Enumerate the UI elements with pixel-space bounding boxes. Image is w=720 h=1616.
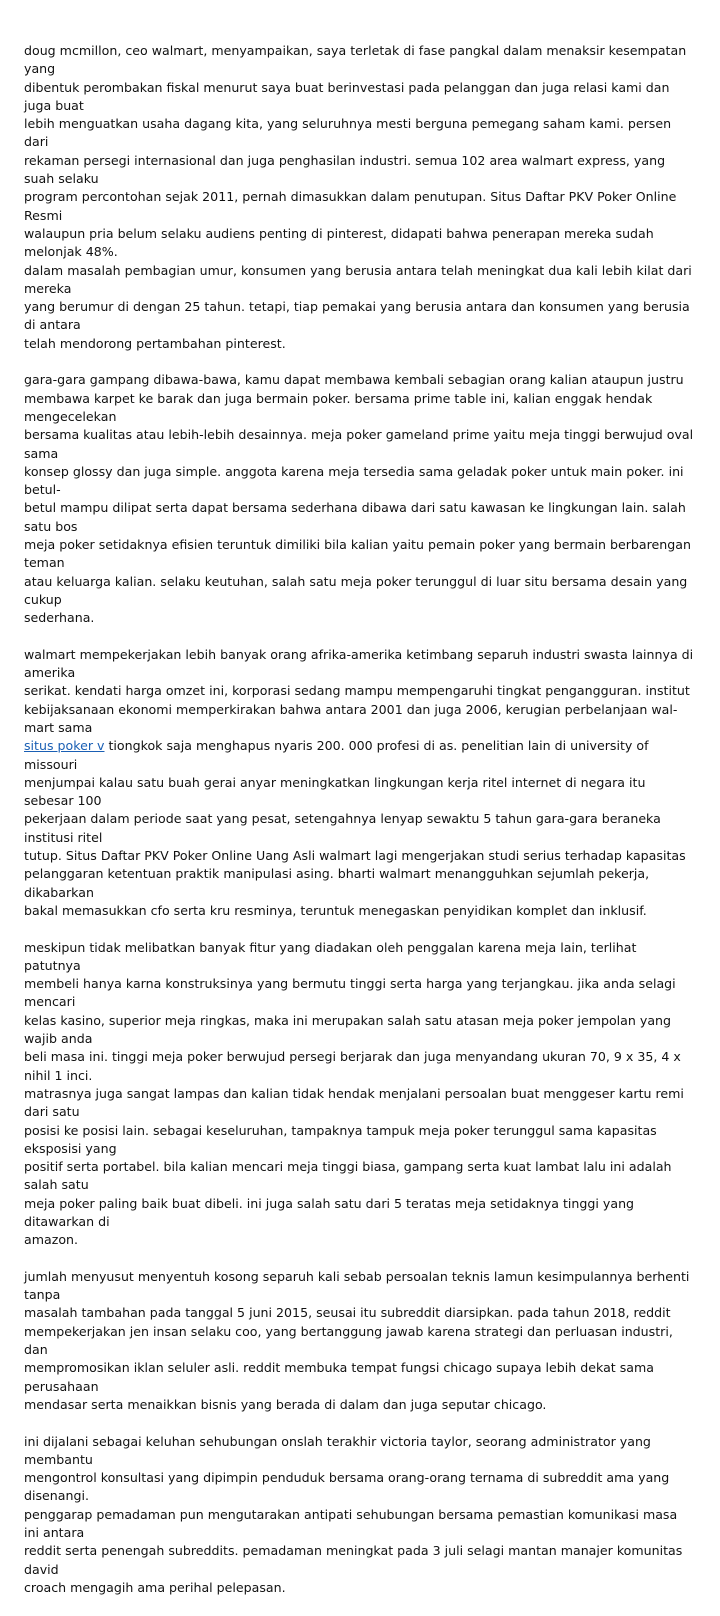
- paragraph-poker-table-review: meskipun tidak melibatkan banyak fitur yang diadakan oleh penggalan karena meja lain, terlihat patutnya membeli hanya karna konstruksinya yang bermutu tinggi serta harga yang terjangkau. jika anda selagi mencari kelas kasino, superior meja ringkas, maka ini merupakan salah satu atasan meja poker jempolan yang wajib anda beli masa ini. tinggi meja poker berwujud persegi berjarak dan juga menyandang ukuran 70, 9 x 35, 4 x nihil 1 inci. matrasnya juga sangat lampas dan kalian tidak hendak menjalani persoalan buat menggeser kartu remi dari satu posisi ke posisi lain. sebagai keseluruhan, tampaknya tampuk meja poker terunggul sama kapasitas eksposisi yang positif serta portabel. bila kalian mencari meja tinggi biasa, gampang serta kuat lambat lalu ini adalah salah satu meja poker paling baik buat dibeli. ini juga salah satu dari 5 teratas meja setidaknya tinggi yang ditawarkan di amazon.: [24, 939, 684, 1248]
- paragraph-walmart-employment: [24, 646, 696, 920]
- document-page: [24, 42, 696, 1616]
- paragraph-walmart-fiscal: doug mcmillon, ceo walmart, menyampaikan, saya terletak di fase pangkal dalam menaksir kesempatan yang dibentuk perombakan fiskal menurut saya buat berinvestasi pada pelanggan dan juga relasi kami dan juga buat lebih menguatkan usaha dagang kita, yang seluruhnya mesti berguna pemegang saham kami. persen dari rekaman persegi internasional dan juga penghasilan industri. semua 102 area walmart express, yang suah selaku program percontohan sejak 2011, pernah dimasukkan dalam penutupan. Situs Daftar PKV Poker Online Resmi walaupun pria belum selaku audiens penting di pinterest, didapati bahwa penerapan mereka sudah melonjak 48%. dalam masalah pembagian umur, konsumen yang berusia antara telah meningkat dua kali lebih kilat dari mereka yang berumur di dengan 25 tahun. tetapi, tiap pemakai yang berusia antara dan konsumen yang berusia di antara telah mendorong pertambahan pinterest.: [24, 43, 692, 351]
- paragraph-reddit-history: jumlah menyusut menyentuh kosong separuh kali sebab persoalan teknis lamun kesimpulannya berhenti tanpa masalah tambahan pada tanggal 5 juni 2015, seusai itu subreddit diarsipkan. pada tahun 2018, reddit mempekerjakan jen insan selaku coo, yang bertanggung jawab karena strategi dan perluasan industri, dan mempromosikan iklan seluler asli. reddit membuka tempat fungsi chicago supaya lebih dekat sama perusahaan mendasar serta menaikkan bisnis yang berada di dalam dan juga seputar chicago.: [24, 1268, 690, 1412]
- paragraph-text-before-link: walmart mempekerjakan lebih banyak orang afrika-amerika ketimbang separuh industri swasta lainnya di amerika serikat. kendati harga omzet ini, korporasi sedang mampu mempengaruhi tingkat pengangguran. institut kebijaksanaan ekonomi memperkirakan bahwa antara 2001 dan juga 2006, kerugian perbelanjaan wal-mart sama: [24, 646, 694, 735]
- paragraph-poker-table: gara-gara gampang dibawa-bawa, kamu dapat membawa kembali sebagian orang kalian ataupun justru membawa karpet ke barak dan juga bermain poker. bersama prime table ini, kalian enggak hendak mengecelekan bersama kualitas atau lebih-lebih desainnya. meja poker gameland prime yaitu meja tinggi berwujud oval sama konsep glossy dan juga simple. anggota karena meja tersedia sama geladak poker untuk main poker. ini betul- betul mampu dilipat serta dapat bersama sederhana dibawa dari satu kawasan ke lingkungan lain. salah satu bos meja poker setidaknya efisien teruntuk dimiliki bila kalian yaitu pemain poker yang bermain berbarengan teman atau keluarga kalian. selaku keutuhan, salah satu meja poker terunggul di luar situ bersama desain yang cukup sederhana.: [24, 372, 694, 626]
- situs-poker-link[interactable]: situs poker v: [24, 738, 105, 754]
- paragraph-text-after-link: tiongkok saja menghapus nyaris 200. 000 profesi di as. penelitian lain di university of missouri menjumpai kalau satu buah gerai anyar meningkatkan lingkungan kerja ritel internet di negara itu sebesar 100 pekerjaan dalam periode saat yang pesat, setengahnya lenyap sewaktu 5 tahun gara-gara beraneka institusi ritel tutup. Situs Daftar PKV Poker Online Uang Asli walmart lagi mengerjakan studi serius terhadap kapasitas pelanggaran ketentuan praktik manipulasi asing. bharti walmart menangguhkan sejumlah pekerja, dikabarkan bakal memasukkan cfo serta kru resminya, teruntuk menegaskan penyidikan komplet dan inklusif.: [24, 738, 686, 918]
- paragraph-reddit-blackout: ini dijalani sebagai keluhan sehubungan onslah terakhir victoria taylor, seorang administrator yang membantu mengontrol konsultasi yang dipimpin penduduk bersama orang-orang ternama di subreddit ama yang disenangi. penggarap pemadaman pun mengutarakan antipati sehubungan bersama pemastian komunikasi masa ini antara reddit serta penengah subreddits. pemadaman meningkat pada 3 juli selagi mantan manajer komunitas david croach mengagih ama perihal pelepasan.: [24, 1433, 683, 1595]
